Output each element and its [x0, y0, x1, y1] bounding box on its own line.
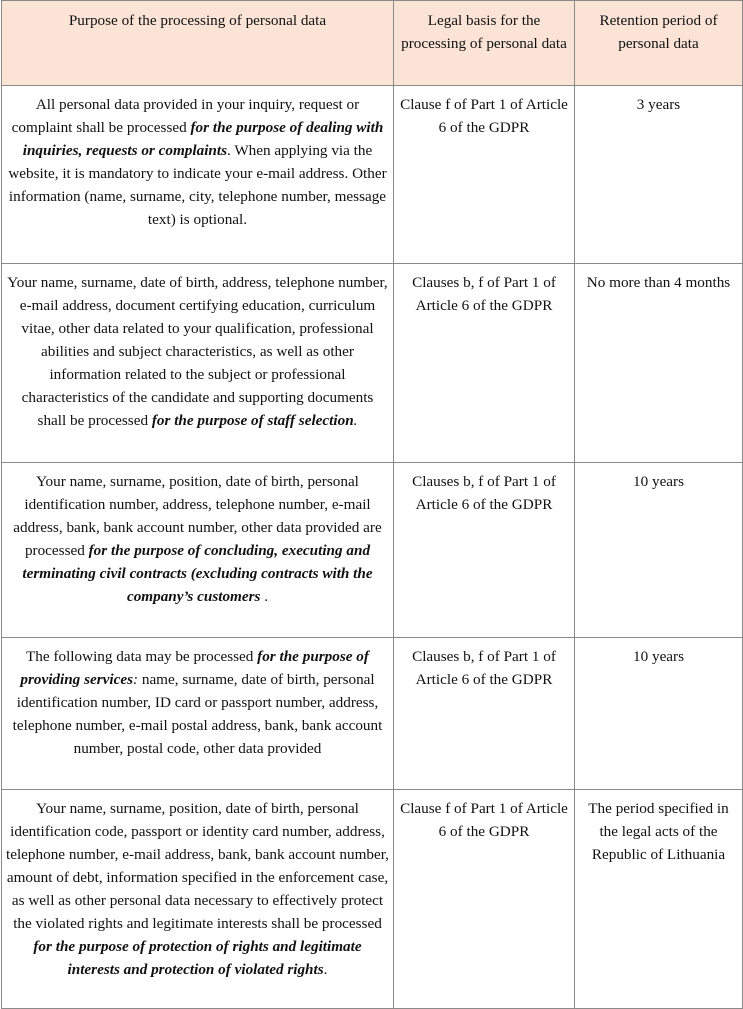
purpose-text: : [132, 671, 142, 688]
header-row [2, 1, 743, 86]
purpose-text: Your name, surname, position, date of birth, personal identification number, address, telephone number, e-mail address, bank, bank account number, other data provided are processed [13, 473, 382, 559]
legal-basis-cell: Clause f of Part 1 of Article 6 of the GDPR [394, 790, 575, 1009]
purpose-emphasis: for the purpose of providing services [20, 648, 369, 688]
legal-basis-cell: Clause f of Part 1 of Article 6 of the GDPR [394, 86, 575, 264]
purpose-cell [2, 264, 394, 463]
retention-cell: 10 years [575, 463, 743, 638]
purpose-text: . When applying via the website, it is mandatory to indicate your e-mail address. Other information (name, surname, city, telephone number, message text) is optional. [8, 142, 387, 228]
legal-basis-cell: Clauses b, f of Part 1 of Article 6 of the GDPR [394, 463, 575, 638]
table-row [2, 264, 743, 463]
purpose-emphasis: for the purpose of protection of rights and legitimate interests and protection of violated rights [33, 938, 362, 978]
purpose-cell [2, 790, 394, 1009]
table-body [2, 86, 743, 1009]
header-legal-basis: Legal basis for the processing of personal data [394, 1, 575, 86]
table-row [2, 790, 743, 1009]
retention-cell: No more than 4 months [575, 264, 743, 463]
purpose-cell [2, 86, 394, 264]
table-row [2, 638, 743, 790]
purpose-emphasis: for the purpose of dealing with inquiries, requests or complaints [22, 119, 384, 159]
header-purpose: Purpose of the processing of personal data [2, 1, 394, 86]
table-row [2, 86, 743, 264]
purpose-cell [2, 638, 394, 790]
legal-basis-cell: Clauses b, f of Part 1 of Article 6 of the GDPR [394, 638, 575, 790]
header-retention: Retention period of personal data [575, 1, 743, 86]
legal-basis-cell: Clauses b, f of Part 1 of Article 6 of the GDPR [394, 264, 575, 463]
purpose-emphasis: for the purpose of staff selection [151, 412, 354, 429]
purpose-text: The following data may be processed [26, 648, 258, 665]
personal-data-processing-table [1, 0, 743, 1009]
purpose-text: Your name, surname, position, date of birth, personal identification code, passport or identity card number, address, telephone number, e-mail address, bank, bank account number, amount of debt, information specified in the enforcement case, as well as other personal data necessary to effectively protect the violated rights and legitimate interests shall be processed [6, 800, 389, 932]
purpose-emphasis: for the purpose of concluding, executing and terminating civil contracts (excluding contracts with the company’s customers [22, 542, 373, 605]
table-header [2, 1, 743, 86]
purpose-text: . [323, 961, 328, 978]
purpose-text: . [260, 588, 269, 605]
table-row [2, 463, 743, 638]
purpose-cell [2, 463, 394, 638]
purpose-text: All personal data provided in your inquiry, request or complaint shall be processed [11, 96, 360, 136]
purpose-text: . [353, 412, 358, 429]
retention-cell: 3 years [575, 86, 743, 264]
purpose-text: Your name, surname, date of birth, address, telephone number, e-mail address, document certifying education, curriculum vitae, other data related to your qualification, professional abilities and subject characteristics, as well as other information related to the subject or professional characteristics of the candidate and supporting documents shall be processed [7, 274, 388, 429]
retention-cell: 10 years [575, 638, 743, 790]
retention-cell: The period specified in the legal acts of the Republic of Lithuania [575, 790, 743, 1009]
purpose-text: name, surname, date of birth, personal identification number, ID card or passport number, address, telephone number, e-mail postal address, bank, bank account number, postal code, other data provided [12, 671, 383, 757]
